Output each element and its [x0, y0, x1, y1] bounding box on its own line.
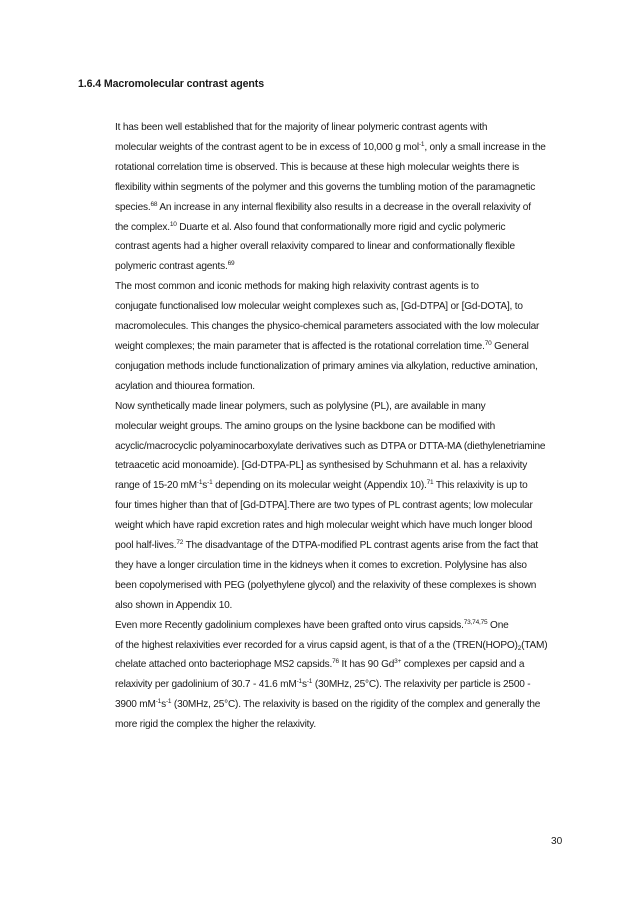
text-line: they have a longer circulation time in the kidneys when it comes to excretion. Polylysine has also [115, 559, 527, 571]
citation-superscript: 71 [426, 479, 434, 487]
text-line: acyclic/macrocyclic polyaminocarboxylate derivatives such as DTPA or DTTA-MA (diethylenetriamine [115, 440, 546, 452]
text-line: four times higher than that of [Gd-DTPA].There are two types of PL contrast agents; low molecular [115, 500, 533, 512]
text-span: complexes per capsid and a [401, 659, 525, 671]
text-line [78, 218, 566, 238]
superscript: 3+ [394, 658, 402, 666]
text-line: The most common and iconic methods for making high relaxivity contrast agents is to [115, 281, 479, 293]
text-span: polymeric contrast agents. [115, 261, 228, 273]
text-line [78, 138, 566, 158]
text-line [78, 476, 566, 496]
text-span: General [491, 340, 529, 352]
body-text [78, 118, 566, 735]
text-line [78, 257, 566, 277]
text-span: range of 15-20 mM [115, 480, 197, 492]
text-span: molecular weights of the contrast agent to be in excess of 10,000 g mol [115, 141, 419, 153]
citation-superscript: 73,74,75 [463, 618, 488, 626]
text-line: flexibility within segments of the polymer and this governs the tumbling motion of the paramagnetic [115, 181, 536, 193]
citation-superscript: 69 [227, 260, 235, 268]
text-span: species. [115, 201, 151, 213]
superscript: -1 [306, 678, 313, 686]
citation-superscript: 68 [150, 200, 158, 208]
citation-superscript: 72 [176, 539, 184, 547]
text-span: 3900 mM [115, 699, 156, 711]
text-span: s [202, 480, 208, 492]
text-span: of the highest relaxivities ever recorded for a virus capsid agent, is that of a the (TREN(HOPO) [115, 639, 518, 651]
text-span: weight complexes; the main parameter that is affected is the rotational correlation time. [115, 340, 485, 352]
text-line [78, 636, 566, 656]
text-line [78, 337, 566, 357]
section-heading: 1.6.4 Macromolecular contrast agents [78, 78, 264, 90]
text-line: been copolymerised with PEG (polyethylene glycol) and the relaxivity of these complexes is shown [115, 579, 537, 591]
text-span: The disadvantage of the DTPA-modified PL contrast agents arise from the fact that [183, 540, 539, 552]
text-line [78, 655, 566, 675]
text-line: Now synthetically made linear polymers, such as polylysine (PL), are available in many [115, 400, 486, 412]
text-span: , only a small increase in the [424, 141, 546, 153]
superscript: -1 [418, 140, 425, 148]
citation-superscript: 10 [169, 220, 177, 228]
text-span: An increase in any internal flexibility also results in a decrease in the overall relaxivity of [157, 201, 531, 213]
text-line [78, 695, 566, 715]
superscript: -1 [296, 678, 302, 686]
paragraph-1 [78, 118, 566, 277]
superscript: -1 [155, 698, 162, 706]
text-line: also shown in Appendix 10. [115, 599, 233, 611]
text-span: One [487, 619, 509, 631]
text-span: (30MHz, 25°C). The relaxivity is based on the rigidity of the complex and generally the [171, 699, 541, 711]
text-line: It has been well established that for the majority of linear polymeric contrast agents with [115, 122, 488, 133]
citation-superscript: 70 [484, 339, 492, 347]
page-number: 30 [551, 836, 563, 847]
paragraph-4 [78, 616, 566, 735]
text-line: acylation and thiourea formation. [115, 380, 255, 392]
text-span: It has 90 Gd [338, 659, 395, 671]
text-line: tetraacetic acid monoamide). [Gd-DTPA-PL] as synthesised by Schuhmann et al. has a relaxivity [115, 460, 528, 472]
text-span: the complex. [115, 221, 170, 233]
subscript: 2 [517, 644, 522, 652]
text-line [78, 616, 566, 636]
text-span: s [161, 699, 166, 711]
text-span: Duarte et al. Also found that conformationally more rigid and cyclic polymeric [176, 221, 506, 233]
text-span: chelate attached onto bacteriophage MS2 capsids. [115, 659, 333, 671]
text-span: depending on its molecular weight (Appendix 10). [212, 480, 427, 492]
text-line: macromolecules. This changes the physico-chemical parameters associated with the low molecular [115, 321, 540, 333]
text-span: relaxivity per gadolinium of 30.7 - 41.6 mM [115, 679, 297, 691]
text-span: s [301, 679, 307, 691]
text-span: This relaxivity is up to [433, 480, 528, 492]
text-span: (30MHz, 25°C). The relaxivity per particle is 2500 - [312, 679, 531, 691]
text-line: rotational correlation time is observed. This is because at these high molecular weights there is [115, 161, 520, 173]
text-span: Even more Recently gadolinium complexes have been grafted onto virus capsids. [115, 619, 464, 631]
superscript: -1 [165, 698, 172, 706]
text-line: contrast agents had a higher overall relaxivity compared to linear and conformationally flexible [115, 241, 515, 253]
text-line: more rigid the complex the higher the relaxivity. [115, 719, 316, 731]
text-line: weight which have rapid excretion rates and high molecular weight which have much longer blood [115, 520, 533, 532]
text-line: molecular weight groups. The amino groups on the lysine backbone can be modified with [115, 420, 496, 432]
text-line: conjugate functionalised low molecular weight complexes such as, [Gd-DTPA] or [Gd-DOTA], to [115, 301, 523, 313]
paragraph-2 [78, 277, 566, 396]
text-span: pool half-lives. [115, 540, 177, 552]
text-line [78, 536, 566, 556]
superscript: -1 [207, 479, 213, 487]
text-line [78, 198, 566, 218]
text-line: conjugation methods include functionalization of primary amines via alkylation, reductive amination, [115, 360, 538, 372]
text-span: (TAM) [521, 639, 548, 651]
text-line [78, 675, 566, 695]
paragraph-3 [78, 397, 566, 616]
citation-superscript: 76 [332, 658, 339, 666]
superscript: -1 [196, 479, 203, 487]
